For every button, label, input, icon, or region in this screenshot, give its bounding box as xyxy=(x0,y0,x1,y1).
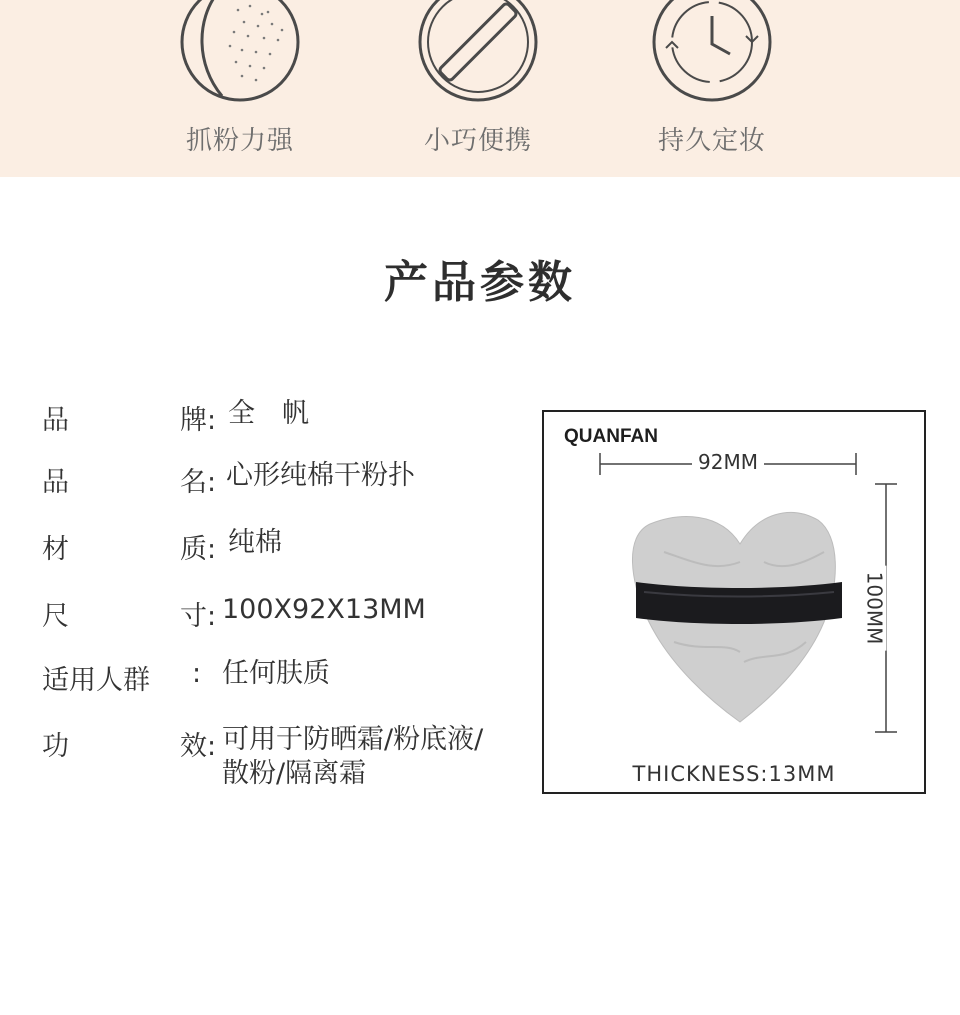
compact-puff-icon xyxy=(416,0,540,104)
spec-key-suffix: 寸: xyxy=(180,601,217,632)
spec-value: 纯棉 xyxy=(228,527,282,558)
spec-key-suffix: 名: xyxy=(180,467,217,498)
spec-key: 材 xyxy=(42,534,69,565)
spec-key-suffix: 效: xyxy=(180,731,217,762)
spec-value: 100X92X13MM xyxy=(222,594,426,625)
spec-key-suffix: : xyxy=(192,658,202,689)
spec-key: 品 xyxy=(42,405,69,436)
feature-label: 小巧便携 xyxy=(423,126,532,156)
powder-puff-icon xyxy=(178,0,302,104)
brand-logo: QUANFAN xyxy=(564,426,658,447)
feature-band xyxy=(0,0,960,177)
section-title: 产品参数 xyxy=(384,257,576,308)
clock-icon xyxy=(650,0,774,104)
thickness-label: THICKNESS:13MM xyxy=(632,762,836,786)
feature-label: 抓粉力强 xyxy=(185,126,294,156)
spec-value: 可用于防晒霜/粉底液/ xyxy=(222,724,484,755)
spec-key: 尺 xyxy=(42,601,69,632)
spec-key-suffix: 质: xyxy=(180,534,217,565)
feature-label: 持久定妆 xyxy=(657,126,766,156)
spec-key: 功 xyxy=(42,731,69,762)
spec-value: 心形纯棉干粉扑 xyxy=(226,460,415,491)
spec-value: 全 帆 xyxy=(228,398,309,429)
spec-key: 品 xyxy=(42,467,69,498)
height-dimension-label: 100MM xyxy=(862,566,886,651)
spec-key: 适用人群 xyxy=(42,665,150,696)
spec-value: 任何肤质 xyxy=(222,658,330,689)
width-dimension-label: 92MM xyxy=(692,450,764,474)
spec-value-continued: 散粉/隔离霜 xyxy=(222,758,367,789)
product-dimension-card xyxy=(542,410,926,794)
spec-key-suffix: 牌: xyxy=(180,405,217,436)
